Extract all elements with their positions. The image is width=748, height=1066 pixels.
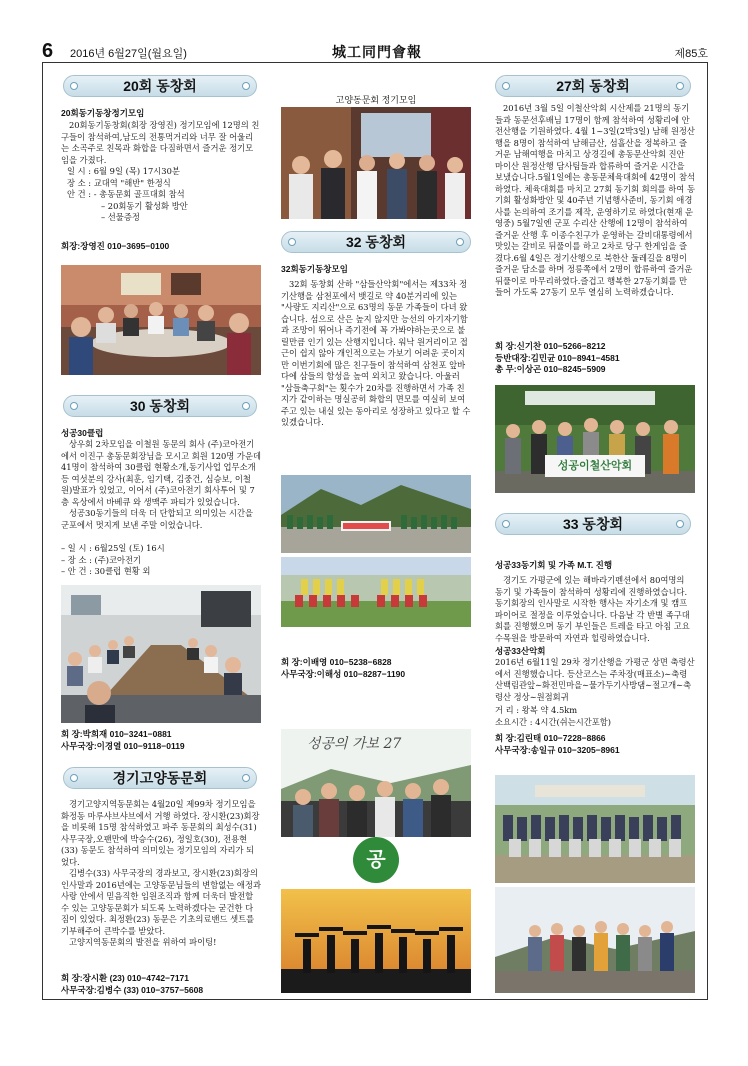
group-photo-27 [495, 385, 695, 493]
seminar-photo-30 [61, 585, 261, 723]
issue-number: 제85호 [674, 48, 708, 60]
bullet-icon [242, 82, 250, 90]
paragraph: 경기고양지역동문회는 4월20일 제99차 정기모임을 화정동 마루샤브샤브에서 거행 하였다. 장시환(23)회장을 비롯해 15명 참석하였고 파주 동문회의 최성수(31)사무국장,오팬만에 박승수(26), 정일호(30), 전용현(33) 동문도 참석하여 의미있는 정기모임의 자리가 되었다. [61, 799, 260, 867]
alumni-logo: 공 [353, 837, 399, 883]
paragraph: 32회 동창회 산하 "삼들산악회"에서는 제33차 정기산행을 삼천포에서 뱃길로 약 40분거리에 있는 "사량도 지리산"으로 63명의 동문 가족들이 다녀 왔습니다. 섬으로 산은 높지 않지만 능선의 아기자기함과 조망이 뛰어나 즉기전에 꼭 가봐야하는곳으로 불릴만큼 인기 있는 산행지입니다. 워낙 원거리이고 접근이 쉽지 않아 개인적으로는 가보기 어려운 곳이지만 이번기회에 많은 친구들이 참석하여 삼천포 앞바다에 삼들의 함성을 높여 외치고 왔습니다. 아울러 "삼들축구회"는 횟수가 20차를 진행하면서 가족 친지가 같이하는 명실공히 화합의 면모를 여실히 보여주고 있는 내실 있는 동아리로 성장하고 있다고 할 수 있겠습니다. [281, 279, 471, 427]
section-banner-20 [63, 75, 257, 97]
contact-line: 회장:장영진 010−3695−0100 [61, 241, 170, 251]
section-subtitle: 성공33동기회 및 가족 M.T. 진행 [495, 560, 613, 570]
detail-line: 장 소 : 교대역 "해반" 한정식 [67, 177, 171, 188]
article-body [61, 120, 261, 166]
sunset-silhouette-photo [281, 889, 471, 993]
page-number: 6 [42, 40, 54, 62]
contact-line: 사무국장:송일규 010−3205−8961 [495, 744, 620, 755]
detail-line: 소요시간 : 4시간(쉬는시간포함) [495, 716, 612, 727]
bullet-icon [288, 238, 296, 246]
photo-caption: 고양동문회 정기모임 [335, 95, 417, 105]
contact-line: 회 장:박희재 010−3241−0881 [61, 729, 172, 739]
paragraph: 성공30동기들의 더욱 더 단합되고 의미있는 시간을 군포에서 멋지게 보낸 주말 이었습니다. [61, 508, 254, 530]
group-photo-32-mountain [281, 475, 471, 553]
section-title: 경기고양동문회 [112, 770, 208, 786]
paragraph: 20회동기동창회(회장 장영진) 정기모임에 12명의 친구들이 참석하여,남도의 전통먹거리와 너무 잘 어울리는 소곡주로 친목과 화합을 다짐하면서 즐거운 정기모임을 가졌다. [61, 120, 260, 165]
detail-line: 안 건 : - 총동문회 골프대회 참석 [67, 189, 185, 199]
section-title: 32 동창회 [345, 234, 407, 250]
contact-line: 회 장:장시환 (23) 010−4742−7171 [61, 973, 190, 983]
paragraph: 김병수(33) 사무국장의 경과보고, 장시환(23)회장의 인사말과 2016년에는 고양동문님들의 변함없는 애정과 사랑 안에서 믿음직한 임원조직과 함께 더욱더 발전할 수 있는 고양동문회가 되도록 노력하겠다는 굳건한 다짐이 있었다. 최정환(23) 동문은 기초의료밴드 셋트를 기부해주어 큰박수를 받았다. [61, 868, 261, 936]
group-photo-20 [61, 265, 261, 375]
bullet-icon [502, 82, 510, 90]
bullet-icon [456, 238, 464, 246]
section-title: 27회 동창회 [556, 78, 630, 94]
contact-block [495, 341, 620, 376]
bullet-icon [70, 82, 78, 90]
paragraph: 2016년 6월11일 29차 정기산행을 가평군 상면 축령산에서 진행했습니다. 등산코스는 주차장(매표소)∼축령산백림관앞∼화전민마을∼물가두기사방댐∼절고개∼축령산 정상∼원점회귀 [495, 657, 695, 702]
issue-date: 2016년 6월27일(월요일) [70, 48, 187, 60]
section-subtitle: 20회동기동창정기모임 [61, 108, 145, 118]
section-banner-goyang [63, 767, 257, 789]
section-title: 20회 동창회 [123, 78, 197, 94]
section-banner-30 [63, 395, 257, 417]
bullet-icon [242, 774, 250, 782]
section-banner-32 [281, 231, 471, 253]
section-subtitle: 성공33산악회 [495, 646, 546, 656]
paragraph: 고양지역동문회의 발전을 위하여 파이팅! [69, 937, 217, 947]
section-subtitle: 32회동기동창모임 [281, 264, 348, 274]
contact-line: 사무국장:이경열 010−9118−0119 [61, 740, 185, 751]
meeting-details [67, 166, 261, 224]
section-banner-33 [495, 513, 691, 535]
section-title: 30 동창회 [129, 398, 191, 414]
article-body [61, 799, 261, 949]
contact-block [61, 973, 203, 996]
hike-details [495, 705, 695, 728]
contact-line: 사무국장:김병수 (33) 010−3757−5608 [61, 984, 204, 995]
bullet-icon [502, 520, 510, 528]
section-banner-27 [495, 75, 691, 97]
bullet-icon [676, 520, 684, 528]
group-photo-33-hiking [495, 887, 695, 993]
article-body [495, 575, 695, 644]
detail-line: – 일 시 : 6월25일 (토) 16시 [61, 543, 165, 553]
book-title: 성공의 가보 27 [307, 736, 402, 752]
page-frame [42, 62, 708, 1000]
contact-block [281, 657, 405, 680]
article-body [61, 439, 261, 531]
newspaper-title: 城工同門會報 [332, 45, 422, 61]
meeting-details [61, 543, 261, 578]
article-body [495, 103, 695, 299]
group-photo-33-mt [495, 775, 695, 883]
bullet-icon [70, 402, 78, 410]
contact-line: 회 장:신기찬 010−5266−8212 [495, 341, 606, 351]
article-body [495, 657, 695, 703]
bullet-icon [242, 402, 250, 410]
paragraph: 경기도 가평군에 있는 해바라기펜션에서 80여명의 동기 및 가족들이 참석하여 성황리에 진행하였습니다. 동기회장의 인사말로 시작한 행사는 자기소개 및 캠프파이어로 절정을 이루었습니다. 다음날 각 반별 족구대회를 진행했으며 동기 부인들은 트레을 타고 아침 고요수목원을 방문하여 자연과 힐링하였습니다. [495, 575, 690, 643]
section-title: 33 동창회 [562, 516, 624, 532]
contact-block [495, 733, 620, 756]
bullet-icon [676, 82, 684, 90]
contact-line: 사무국장:이해성 010−8287−1190 [281, 668, 406, 679]
club-banner-text: 성공이철산악회 [557, 460, 633, 472]
group-photo-32-soccer [281, 557, 471, 627]
detail-line: – 선물증정 [101, 212, 140, 222]
group-photo-goyang [281, 107, 471, 219]
paragraph: 2016년 3월 5일 이철산악회 시산제를 21명의 동기들과 동문선후배님 17명이 함께 참석하여 성황리에 안전산행을 기원하였다. 4월 1~3일(2박3일) 남해 원정산행을 8명이 참석하여 남해금산, 섬흘산을 정복하고 즐거운 남해여행을 마치고 상경길에 총동문산악회 진안 마이산 원정산행 담사팀들과 합류하여 즐거운 시간을 보냈습니다.5월1일에는 총동문체육대회에 42명이 참석하였다. 체육대회를 마치고 27회 동기회 회의를 하여 동기회 활성화방안 및 40주년 기념행사준비, 동기회 애경사를 논의하여 조기를 제작, 운영하기로 하였다(현재 운영중) 5월7일엔 군포 수리산 산행에 12명이 참석하여 즐거운 산행 후 이종수친구가 운영하는 갈비대통령에서 맛있는 갈비로 뒤풀이를 하고 2차로 당구 한게임을 즐겼다.6월 4일은 정기산행으로 북한산 둘레길을 8명이 즐거운 담소를 하며 정릉쪽에서 2명이 합류하여 즐거운 뒤풀이로 마무리하였다.즐겁고 행복한 27동기회를 만들어 가도록 27동기 모두 열심히 노력하겠습니다. [495, 103, 695, 297]
page-header [42, 40, 708, 62]
paragraph: 상우회 2차모임을 이철원 동문의 회사 (주)코아전기에서 이진구 총동문회장님을 모시고 회원 120명 가운데 41명이 참석하여 30클럽 현황소개,동기사업 업무소개 등 여섯분의 강사(최훈, 임기택, 김중건, 심승보, 이철원)발표가 있었고, 이어서 (주)코아전기 회사투어 및 7층 옥상에서 바베큐 와 생맥주 파티가 있었습니다. [61, 439, 261, 507]
contact-block [61, 729, 185, 752]
detail-line: 일 시 : 6월 9일 (목) 17시30분 [67, 166, 180, 176]
contact-line: 회 장:김린태 010−7228−8866 [495, 733, 606, 743]
section-subtitle: 성공30클럽 [61, 428, 104, 438]
detail-line: – 20회동기 활성화 방안 [101, 200, 188, 211]
contact-line: 회 장:이배영 010−5238−6828 [281, 657, 392, 667]
article-body [281, 279, 471, 429]
detail-line: – 장 소 : (주)코아전기 [61, 554, 142, 565]
detail-line: 거 리 : 왕복 약 4.5km [495, 705, 578, 715]
bullet-icon [70, 774, 78, 782]
detail-line: – 안 건 : 30클럽 현황 외 [61, 566, 151, 576]
contact-line: 총 무:이상곤 010−8245−5909 [495, 364, 606, 374]
contact-line: 등반대장:김민균 010−8941−4581 [495, 352, 620, 363]
